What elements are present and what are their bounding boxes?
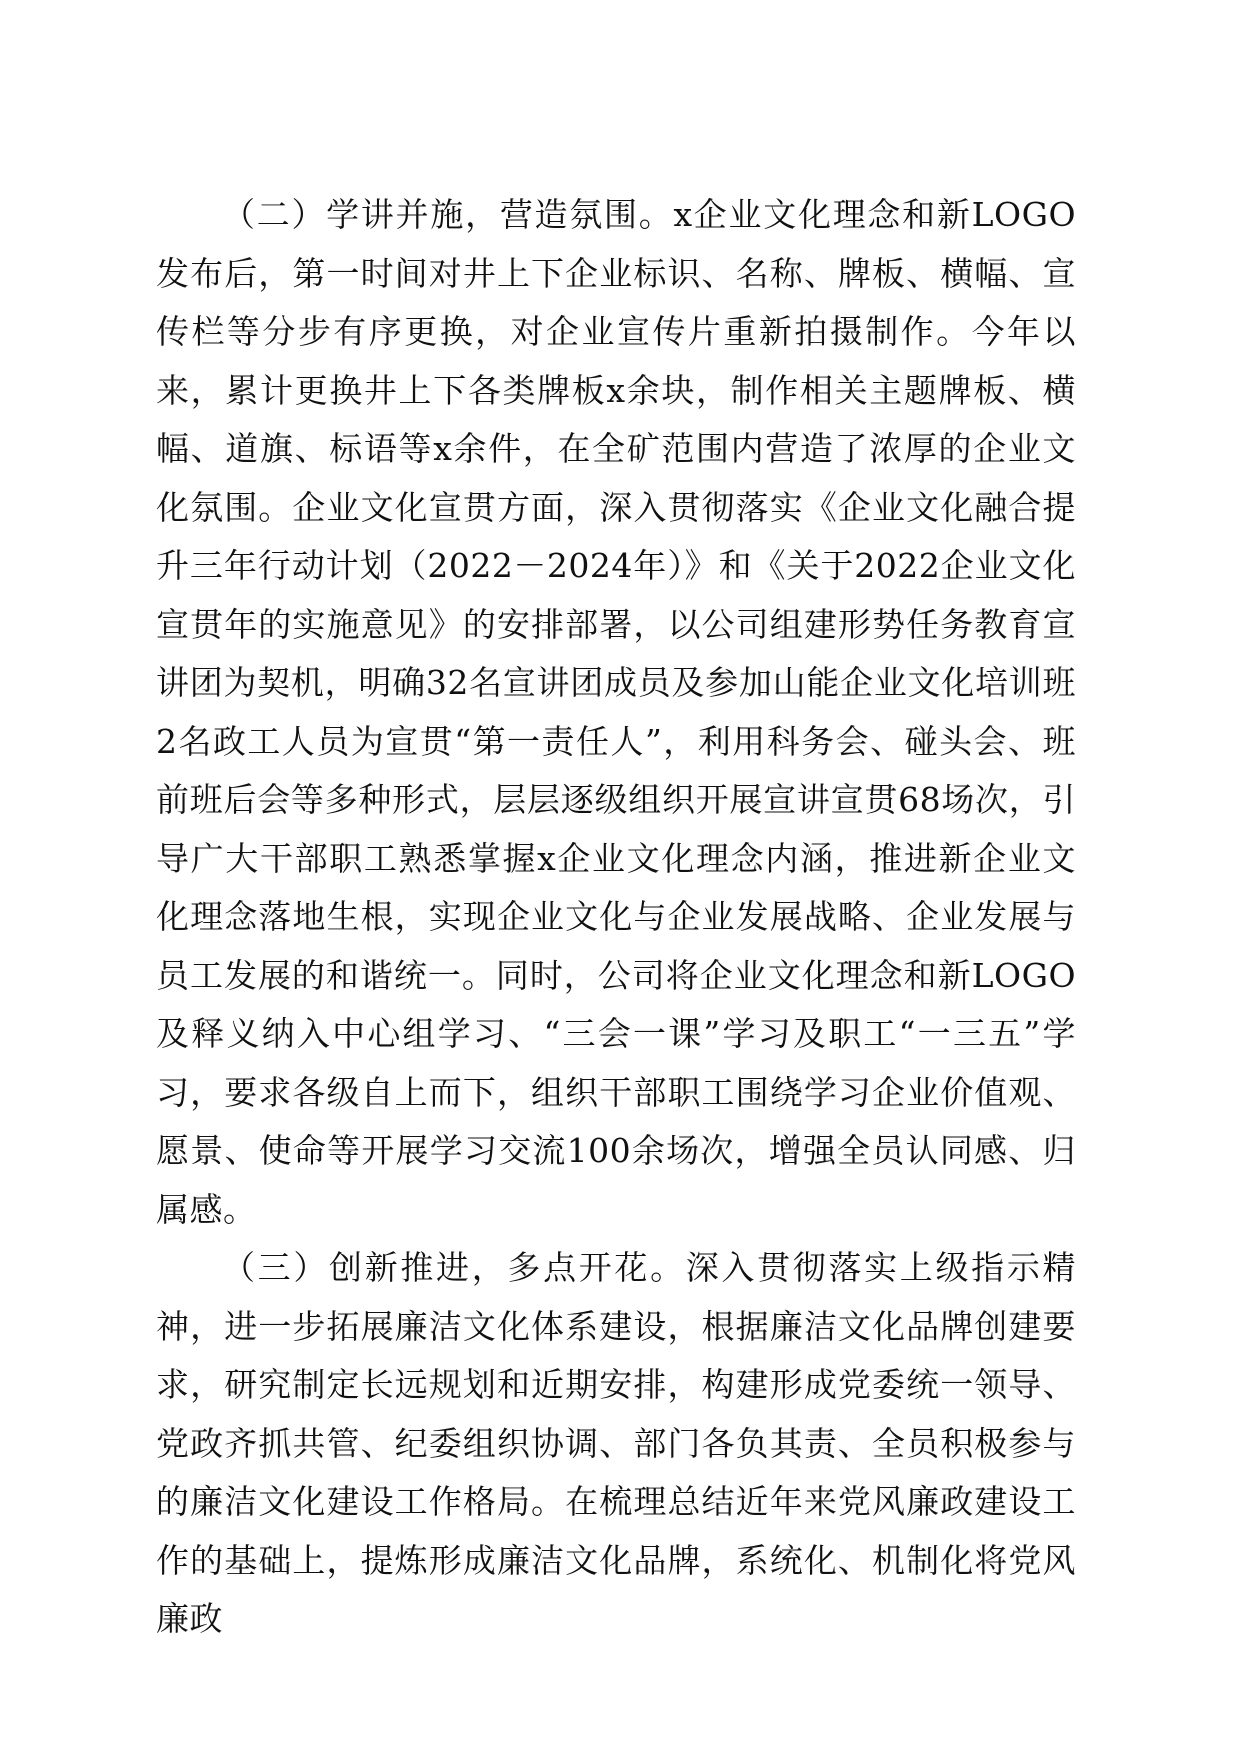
paragraph-section-two: （二）学讲并施，营造氛围。x企业文化理念和新LOGO发布后，第一时间对井上下企业标识、名称、牌板、横幅、宣传栏等分步有序更换，对企业宣传片重新拍摄制作。今年以来，累计更换井上下各类牌板x余块，制作相关主题牌板、横幅、道旗、标语等x余件，在全矿范围内营造了浓厚的企业文化氛围。企业文化宣贯方面，深入贯彻落实《企业文化融合提升三年行动计划（2022－2024年）》和《关于2022企业文化宣贯年的实施意见》的安排部署，以公司组建形势任务教育宣讲团为契机，明确32名宣讲团成员及参加山能企业文化培训班2名政工人员为宣贯“第一责任人”，利用科务会、碰头会、班前班后会等多种形式，层层逐级组织开展宣讲宣贯68场次，引导广大干部职工熟悉掌握x企业文化理念内涵，推进新企业文化理念落地生根，实现企业文化与企业发展战略、企业发展与员工发展的和谐统一。同时，公司将企业文化理念和新LOGO及释义纳入中心组学习、“三会一课”学习及职工“一三五”学习，要求各级自上而下，组织干部职工围绕学习企业价值观、愿景、使命等开展学习交流100余场次，增强全员认同感、归属感。 <box>156 195 1076 1229</box>
paragraph-section-three: （三）创新推进，多点开花。深入贯彻落实上级指示精神，进一步拓展廉洁文化体系建设，根据廉洁文化品牌创建要求，研究制定长远规划和近期安排，构建形成党委统一领导、党政齐抓共管、纪委组织协调、部门各负其责、全员积极参与的廉洁文化建设工作格局。在梳理总结近年来党风廉政建设工作的基础上，提炼形成廉洁文化品牌，系统化、机制化将党风廉政 <box>156 1248 1076 1638</box>
document-body <box>156 186 1076 1649</box>
